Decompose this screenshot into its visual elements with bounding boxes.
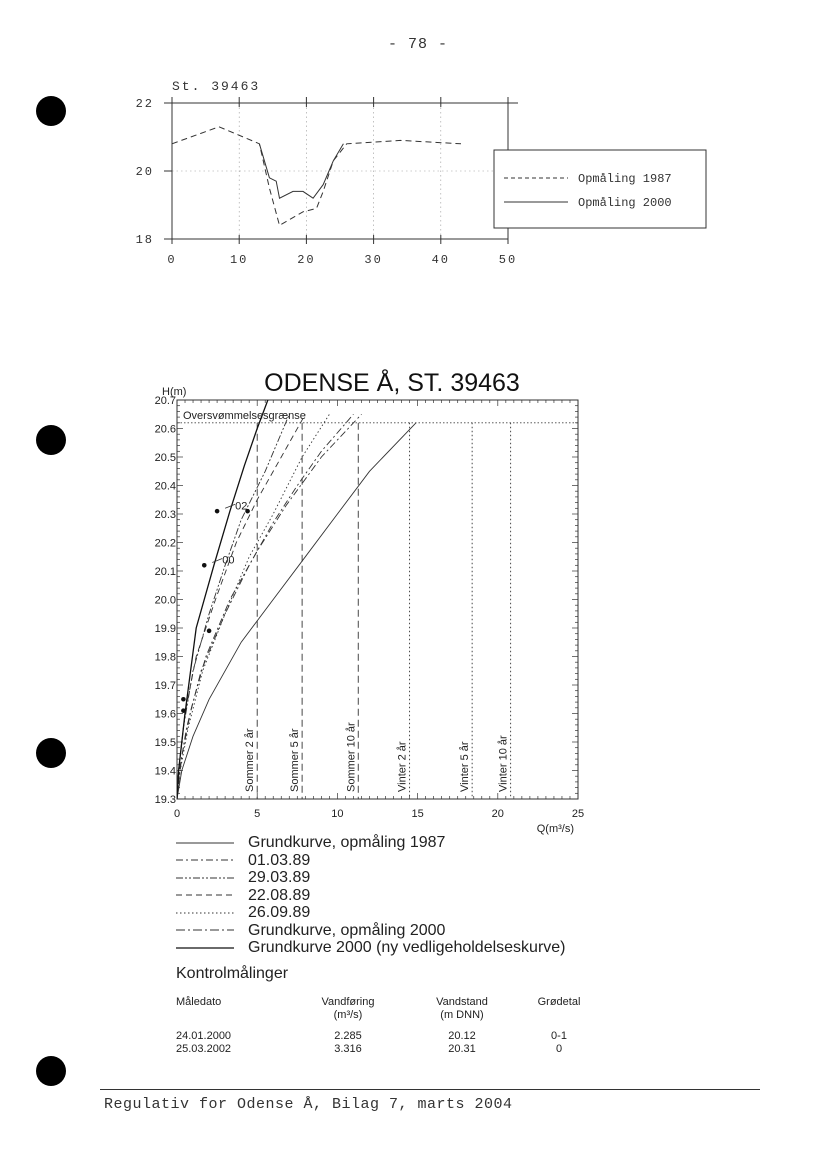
controls-title: Kontrolmålinger bbox=[176, 965, 289, 982]
x-tick-label: 40 bbox=[431, 253, 451, 267]
y-tick-label: 20.5 bbox=[154, 452, 176, 464]
x-tick-label: 10 bbox=[331, 808, 344, 820]
y-tick-label: 20.7 bbox=[154, 395, 176, 407]
legend-item bbox=[176, 887, 566, 905]
y-tick-label: 20.1 bbox=[154, 566, 176, 578]
controls-table bbox=[176, 996, 602, 1056]
punch-hole bbox=[36, 1056, 66, 1086]
x-axis-label: Q(m³/s) bbox=[536, 823, 574, 835]
annotation-label: 02 bbox=[235, 500, 248, 513]
x-tick-label: 0 bbox=[173, 808, 181, 820]
design-flow-label: Sommer 10 år bbox=[345, 722, 358, 792]
legend-label: Grundkurve, opmåling 2000 bbox=[248, 921, 446, 939]
y-tick-label: 19.3 bbox=[154, 794, 176, 806]
x-tick-label: 0 bbox=[167, 253, 177, 267]
header-level-label: Vandstand bbox=[436, 996, 488, 1008]
header-flow-unit: (m³/s) bbox=[333, 1009, 363, 1021]
cell-date: 25.03.2002 bbox=[176, 1043, 232, 1055]
cross-section-chart bbox=[0, 70, 830, 350]
cell-level: 20.31 bbox=[448, 1043, 476, 1055]
table-row bbox=[176, 1030, 602, 1043]
footer-rule bbox=[100, 1089, 760, 1090]
y-tick-label: 20.0 bbox=[154, 594, 176, 607]
legend-label: Grundkurve 2000 (ny vedligeholdelseskurve) bbox=[248, 939, 566, 956]
legend-box bbox=[494, 150, 706, 228]
y-tick-label: 20.3 bbox=[154, 509, 176, 521]
page-number: - 78 - bbox=[388, 36, 449, 53]
annotation-label: 00 bbox=[222, 554, 235, 567]
y-axis-label: H(m) bbox=[162, 386, 187, 398]
plot-frame bbox=[177, 400, 578, 799]
x-tick-label: 20 bbox=[491, 808, 504, 820]
flood-limit-label: Oversvømmelsesgrænse bbox=[183, 409, 306, 422]
cell-flow: 2.285 bbox=[334, 1030, 362, 1042]
x-tick-label: 50 bbox=[498, 253, 518, 267]
header-flow bbox=[288, 996, 408, 1022]
series-line-dashed bbox=[172, 127, 461, 226]
legend-label: Opmåling 2000 bbox=[578, 196, 672, 210]
footer-text: Regulativ for Odense Å, Bilag 7, marts 2004 bbox=[104, 1096, 513, 1113]
legend-item bbox=[176, 904, 566, 922]
header-weed: Grødetal bbox=[537, 996, 581, 1008]
cell-flow: 3.316 bbox=[334, 1043, 362, 1055]
rating-curve-chart bbox=[0, 355, 830, 835]
legend-item bbox=[176, 834, 566, 852]
cell-level: 20.12 bbox=[448, 1030, 476, 1042]
legend-label: 26.09.89 bbox=[248, 904, 311, 921]
y-tick-label: 19.8 bbox=[154, 651, 176, 664]
legend-item bbox=[176, 922, 566, 940]
cell-weed: 0 bbox=[555, 1043, 563, 1055]
legend-label: 22.08.89 bbox=[248, 886, 311, 904]
legend-label: 01.03.89 bbox=[248, 851, 311, 869]
y-tick-label: 18 bbox=[135, 233, 154, 247]
cell-weed: 0-1 bbox=[551, 1030, 567, 1042]
design-flow-label: Sommer 5 år bbox=[289, 728, 302, 792]
legend-item bbox=[176, 852, 566, 870]
legend-swatch-dashed bbox=[176, 890, 236, 900]
x-tick-label: 10 bbox=[229, 253, 249, 267]
legend-label: Opmåling 1987 bbox=[578, 172, 672, 186]
cell-date: 24.01.2000 bbox=[176, 1030, 232, 1042]
x-tick-label: 15 bbox=[411, 808, 424, 820]
y-tick-label: 19.9 bbox=[154, 623, 176, 635]
legend-swatch-solid bbox=[176, 838, 236, 848]
legend-item bbox=[176, 869, 566, 887]
rating-curve-6 bbox=[177, 414, 362, 799]
x-tick-label: 25 bbox=[571, 808, 585, 820]
x-tick-label: 30 bbox=[364, 253, 383, 267]
y-tick-label: 19.6 bbox=[154, 708, 176, 721]
y-tick-label: 19.5 bbox=[154, 737, 176, 749]
legend-swatch-dashdotdot bbox=[176, 873, 236, 883]
header-date: Måledato bbox=[176, 996, 222, 1008]
measurement-point bbox=[207, 629, 212, 634]
chart-title: ODENSE Å, ST. 39463 bbox=[264, 369, 520, 397]
design-flow-label: Vinter 5 år bbox=[459, 741, 472, 792]
controls-header-row bbox=[176, 996, 602, 1022]
design-flow-label: Sommer 2 år bbox=[244, 728, 257, 792]
chart-title: St. 39463 bbox=[172, 79, 261, 94]
rating-curve-legend bbox=[176, 834, 566, 957]
measurement-point bbox=[181, 697, 186, 702]
legend-swatch-dashdot bbox=[176, 925, 236, 935]
measurement-point bbox=[202, 563, 207, 568]
y-tick-label: 20.2 bbox=[154, 537, 176, 550]
annotation-leader bbox=[225, 504, 235, 508]
legend-item bbox=[176, 939, 566, 957]
table-row bbox=[176, 1043, 602, 1056]
y-tick-label: 19.7 bbox=[154, 680, 176, 692]
legend-swatch-dotted bbox=[176, 908, 236, 918]
measurement-point bbox=[215, 509, 220, 514]
y-tick-label: 20.4 bbox=[154, 480, 176, 493]
design-flow-label: Vinter 10 år bbox=[497, 735, 510, 792]
y-tick-label: 20 bbox=[135, 165, 154, 179]
header-level bbox=[408, 996, 516, 1022]
legend-label: Grundkurve, opmåling 1987 bbox=[248, 834, 446, 851]
annotation-leader bbox=[212, 558, 222, 562]
legend-label: 29.03.89 bbox=[248, 869, 311, 886]
header-flow-label: Vandføring bbox=[321, 996, 375, 1008]
y-tick-label: 22 bbox=[135, 97, 154, 111]
y-tick-label: 20.6 bbox=[154, 423, 176, 436]
legend-swatch-solid bbox=[176, 943, 236, 953]
chart-legend bbox=[494, 150, 706, 228]
y-tick-label: 19.4 bbox=[154, 765, 176, 778]
design-flow-label: Vinter 2 år bbox=[396, 741, 409, 792]
rating-curve-4 bbox=[177, 414, 305, 799]
measurement-point bbox=[181, 708, 186, 713]
x-tick-label: 20 bbox=[297, 253, 316, 267]
x-tick-label: 5 bbox=[254, 808, 261, 820]
legend-swatch-dashdot bbox=[176, 855, 236, 865]
header-level-unit: (m DNN) bbox=[440, 1009, 484, 1021]
